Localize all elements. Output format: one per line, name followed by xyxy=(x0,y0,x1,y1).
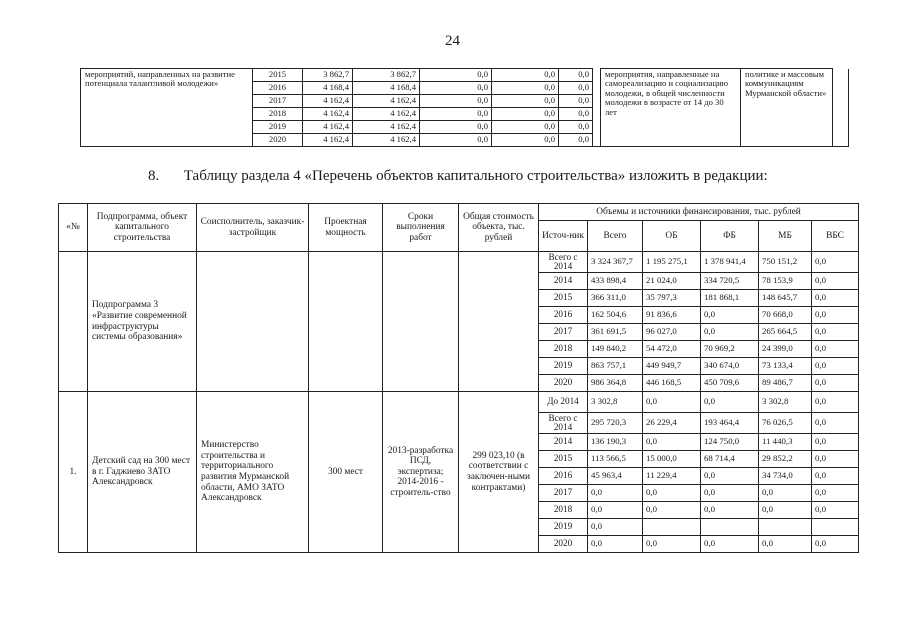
funding-mb: 34 734,0 xyxy=(759,468,812,485)
funding-vbs: 0,0 xyxy=(812,252,859,273)
funding-vbs: 0,0 xyxy=(812,341,859,358)
fragment-end-col xyxy=(833,69,849,147)
funding-source: 2019 xyxy=(539,519,588,536)
funding-source: 2015 xyxy=(539,290,588,307)
funding-vbs: 0,0 xyxy=(812,358,859,375)
funding-ob: 0,0 xyxy=(643,485,701,502)
funding-fb xyxy=(701,519,759,536)
funding-ob: 0,0 xyxy=(643,502,701,519)
funding-vbs: 0,0 xyxy=(812,434,859,451)
funding-fb: 0,0 xyxy=(701,307,759,324)
fragment-ob: 4 168,4 xyxy=(353,82,420,95)
header-vbs: ВБС xyxy=(812,221,859,252)
table-row xyxy=(59,392,859,413)
funding-vbs: 0,0 xyxy=(812,485,859,502)
funding-fb: 1 378 941,4 xyxy=(701,252,759,273)
funding-source: 2017 xyxy=(539,324,588,341)
fragment-vbs: 0,0 xyxy=(559,108,593,121)
total-cost xyxy=(459,252,539,392)
row-number xyxy=(59,252,88,392)
funding-mb xyxy=(759,519,812,536)
fragment-total: 4 162,4 xyxy=(303,108,353,121)
funding-vbs: 0,0 xyxy=(812,451,859,468)
funding-ob: 446 168,5 xyxy=(643,375,701,392)
total-cost: 299 023,10 (в соответствии с заключен-ными контрактами) xyxy=(459,392,539,553)
fragment-year: 2019 xyxy=(253,121,303,134)
header-num: «№ xyxy=(59,204,88,252)
fragment-total: 4 168,4 xyxy=(303,82,353,95)
header-funding: Объемы и источники финансирования, тыс. рублей xyxy=(539,204,859,221)
funding-total: 863 757,1 xyxy=(588,358,643,375)
header-coexecutor: Соисполнитель, заказчик-застройщик xyxy=(197,204,309,252)
funding-fb: 0,0 xyxy=(701,324,759,341)
funding-ob: 0,0 xyxy=(643,536,701,553)
funding-vbs: 0,0 xyxy=(812,468,859,485)
fragment-ob: 4 162,4 xyxy=(353,121,420,134)
funding-vbs: 0,0 xyxy=(812,375,859,392)
funding-source: Всего с 2014 xyxy=(539,413,588,434)
funding-mb: 70 668,0 xyxy=(759,307,812,324)
funding-total: 295 720,3 xyxy=(588,413,643,434)
capacity xyxy=(309,252,383,392)
fragment-vbs: 0,0 xyxy=(559,134,593,147)
page-number: 24 xyxy=(445,33,460,49)
fragment-year: 2016 xyxy=(253,82,303,95)
funding-mb: 24 399,0 xyxy=(759,341,812,358)
fragment-vbs: 0,0 xyxy=(559,82,593,95)
funding-source: 2017 xyxy=(539,485,588,502)
funding-mb: 3 302,8 xyxy=(759,392,812,413)
funding-mb: 11 440,3 xyxy=(759,434,812,451)
funding-fb: 334 720,5 xyxy=(701,273,759,290)
fragment-mb: 0,0 xyxy=(492,134,559,147)
fragment-ob: 4 162,4 xyxy=(353,108,420,121)
fragment-row xyxy=(81,69,849,82)
object-name: Детский сад на 300 мест в г. Гаджиево ЗАТО Александровск xyxy=(88,392,197,553)
work-terms xyxy=(383,252,459,392)
fragment-total: 4 162,4 xyxy=(303,121,353,134)
funding-source: 2016 xyxy=(539,307,588,324)
fragment-total: 3 862,7 xyxy=(303,69,353,82)
fragment-ob: 4 162,4 xyxy=(353,95,420,108)
funding-mb: 148 645,7 xyxy=(759,290,812,307)
funding-total: 0,0 xyxy=(588,536,643,553)
funding-total: 162 504,6 xyxy=(588,307,643,324)
funding-mb: 750 151,2 xyxy=(759,252,812,273)
funding-total: 366 311,0 xyxy=(588,290,643,307)
funding-ob: 35 797,3 xyxy=(643,290,701,307)
funding-fb: 0,0 xyxy=(701,536,759,553)
funding-ob: 1 195 275,1 xyxy=(643,252,701,273)
funding-fb: 0,0 xyxy=(701,468,759,485)
funding-source: 2020 xyxy=(539,536,588,553)
funding-mb: 29 852,2 xyxy=(759,451,812,468)
funding-vbs xyxy=(812,519,859,536)
funding-ob: 11 229,4 xyxy=(643,468,701,485)
funding-mb: 76 026,5 xyxy=(759,413,812,434)
funding-fb: 0,0 xyxy=(701,392,759,413)
table-row xyxy=(59,252,859,273)
funding-ob: 91 836,6 xyxy=(643,307,701,324)
header-fb: ФБ xyxy=(701,221,759,252)
fragment-total: 4 162,4 xyxy=(303,95,353,108)
header-terms: Сроки выполнения работ xyxy=(383,204,459,252)
work-terms: 2013-разработка ПСД, экспертиза; 2014-2016 - строитель-ство xyxy=(383,392,459,553)
fragment-mb: 0,0 xyxy=(492,82,559,95)
funding-ob: 0,0 xyxy=(643,392,701,413)
fragment-mb: 0,0 xyxy=(492,69,559,82)
capital-construction-table xyxy=(58,203,859,553)
fragment-ob: 3 862,7 xyxy=(353,69,420,82)
row-number: 1. xyxy=(59,392,88,553)
funding-vbs: 0,0 xyxy=(812,392,859,413)
section-heading xyxy=(148,168,848,185)
funding-source: До 2014 xyxy=(539,392,588,413)
funding-fb: 450 709,6 xyxy=(701,375,759,392)
funding-fb: 193 464,4 xyxy=(701,413,759,434)
funding-fb: 0,0 xyxy=(701,502,759,519)
funding-fb: 181 868,1 xyxy=(701,290,759,307)
capacity: 300 мест xyxy=(309,392,383,553)
fragment-fb: 0,0 xyxy=(420,69,492,82)
funding-mb: 0,0 xyxy=(759,536,812,553)
funding-mb: 0,0 xyxy=(759,502,812,519)
funding-vbs: 0,0 xyxy=(812,413,859,434)
funding-mb: 89 486,7 xyxy=(759,375,812,392)
fragment-vbs: 0,0 xyxy=(559,95,593,108)
funding-vbs: 0,0 xyxy=(812,290,859,307)
funding-total: 0,0 xyxy=(588,502,643,519)
fragment-fb: 0,0 xyxy=(420,134,492,147)
fragment-vbs: 0,0 xyxy=(559,69,593,82)
header-subprogram: Подпрограмма, объект капитального строительства xyxy=(88,204,197,252)
fragment-mb: 0,0 xyxy=(492,108,559,121)
funding-ob: 0,0 xyxy=(643,434,701,451)
funding-total: 45 963,4 xyxy=(588,468,643,485)
funding-fb: 0,0 xyxy=(701,485,759,502)
fragment-year: 2015 xyxy=(253,69,303,82)
funding-total: 3 302,8 xyxy=(588,392,643,413)
funding-ob xyxy=(643,519,701,536)
fragment-blank-col xyxy=(593,69,601,147)
header-capacity: Проектная мощность xyxy=(309,204,383,252)
funding-ob: 21 024,0 xyxy=(643,273,701,290)
funding-fb: 340 674,0 xyxy=(701,358,759,375)
fragment-year: 2018 xyxy=(253,108,303,121)
funding-ob: 449 949,7 xyxy=(643,358,701,375)
funding-vbs: 0,0 xyxy=(812,273,859,290)
funding-total: 3 324 367,7 xyxy=(588,252,643,273)
fragment-total: 4 162,4 xyxy=(303,134,353,147)
fragment-mb: 0,0 xyxy=(492,121,559,134)
funding-mb: 73 133,4 xyxy=(759,358,812,375)
funding-total: 113 566,5 xyxy=(588,451,643,468)
fragment-ob: 4 162,4 xyxy=(353,134,420,147)
funding-source: 2020 xyxy=(539,375,588,392)
funding-total: 136 190,3 xyxy=(588,434,643,451)
funding-source: 2014 xyxy=(539,434,588,451)
funding-vbs: 0,0 xyxy=(812,324,859,341)
fragment-indicator-text: мероприятия, направленные на самореализацию и социализацию молодежи, в общей численности молодежи в возрасте от 14 до 30 лет xyxy=(601,69,741,147)
fragment-fb: 0,0 xyxy=(420,95,492,108)
funding-fb: 70 969,2 xyxy=(701,341,759,358)
funding-vbs: 0,0 xyxy=(812,536,859,553)
funding-total: 433 898,4 xyxy=(588,273,643,290)
funding-mb: 265 664,5 xyxy=(759,324,812,341)
funding-source: 2019 xyxy=(539,358,588,375)
funding-mb: 78 153,9 xyxy=(759,273,812,290)
funding-source: 2014 xyxy=(539,273,588,290)
funding-source: 2018 xyxy=(539,502,588,519)
fragment-executor-text: политике и массовым коммуникациям Мурманской области» xyxy=(741,69,833,147)
object-name: Подпрограмма 3 «Развитие современной инфраструктуры системы образования» xyxy=(88,252,197,392)
header-ob: ОБ xyxy=(643,221,701,252)
fragment-fb: 0,0 xyxy=(420,121,492,134)
funding-source: 2016 xyxy=(539,468,588,485)
coexecutor: Министерство строительства и территориального развития Мурманской области, АМО ЗАТО Александровск xyxy=(197,392,309,553)
funding-total: 0,0 xyxy=(588,485,643,502)
funding-source: Всего с 2014 xyxy=(539,252,588,273)
funding-ob: 96 027,0 xyxy=(643,324,701,341)
funding-vbs: 0,0 xyxy=(812,502,859,519)
funding-mb: 0,0 xyxy=(759,485,812,502)
section-number: 8. xyxy=(148,168,160,184)
funding-total: 0,0 xyxy=(588,519,643,536)
coexecutor xyxy=(197,252,309,392)
fragment-fb: 0,0 xyxy=(420,82,492,95)
fragment-vbs: 0,0 xyxy=(559,121,593,134)
funding-total: 149 840,2 xyxy=(588,341,643,358)
funding-ob: 15 000,0 xyxy=(643,451,701,468)
funding-source: 2015 xyxy=(539,451,588,468)
header-total: Всего xyxy=(588,221,643,252)
fragment-mb: 0,0 xyxy=(492,95,559,108)
header-row-1 xyxy=(59,204,859,221)
fragment-table xyxy=(80,68,849,147)
fragment-year: 2017 xyxy=(253,95,303,108)
funding-total: 361 691,5 xyxy=(588,324,643,341)
section-text: Таблицу раздела 4 «Перечень объектов капитального строительства» изложить в редакции: xyxy=(183,168,768,184)
funding-ob: 54 472,0 xyxy=(643,341,701,358)
header-mb: МБ xyxy=(759,221,812,252)
fragment-measure-text: мероприятий, направленных на развитие потенциала талантливой молодежи» xyxy=(81,69,253,147)
fragment-fb: 0,0 xyxy=(420,108,492,121)
funding-ob: 26 229,4 xyxy=(643,413,701,434)
header-source: Источ-ник xyxy=(539,221,588,252)
funding-source: 2018 xyxy=(539,341,588,358)
funding-total: 986 364,8 xyxy=(588,375,643,392)
funding-fb: 124 750,0 xyxy=(701,434,759,451)
fragment-year: 2020 xyxy=(253,134,303,147)
funding-fb: 68 714,4 xyxy=(701,451,759,468)
header-cost: Общая стоимость объекта, тыс. рублей xyxy=(459,204,539,252)
funding-vbs: 0,0 xyxy=(812,307,859,324)
